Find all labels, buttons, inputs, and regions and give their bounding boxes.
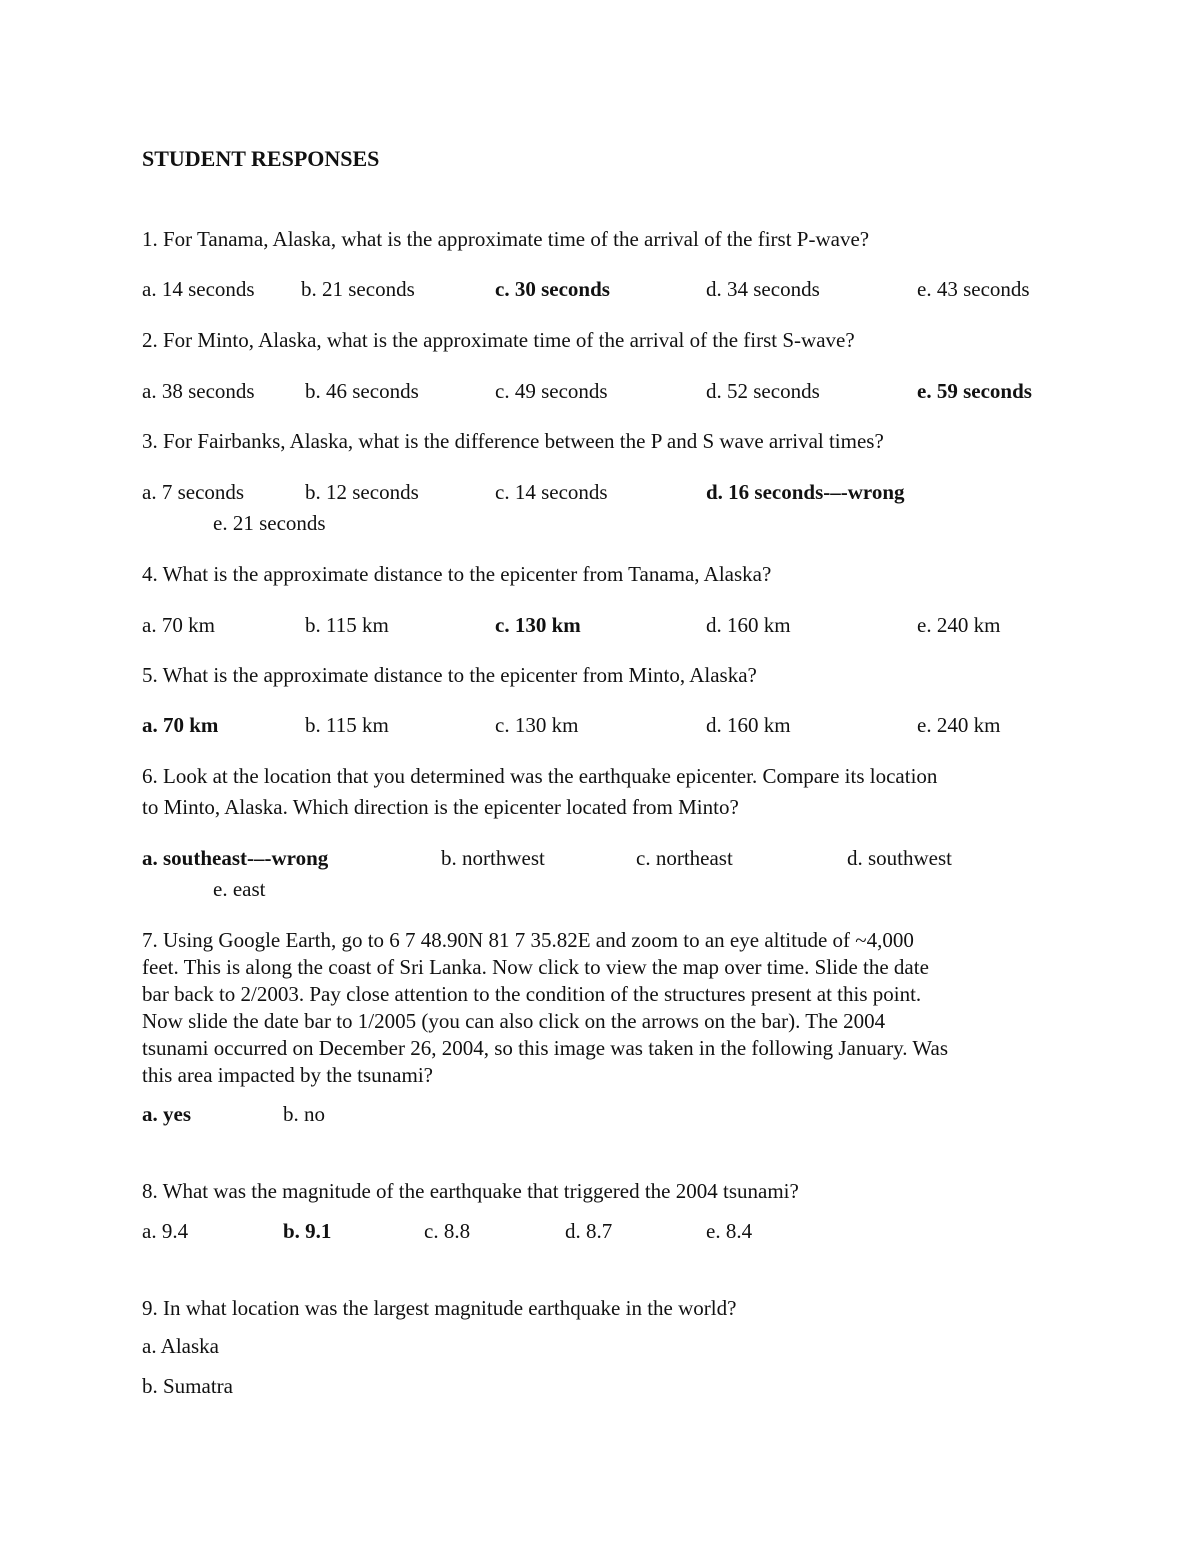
q4-option-d: d. 160 km bbox=[706, 613, 791, 637]
q6-option-e: e. east bbox=[213, 877, 266, 901]
q5-option-b: b. 115 km bbox=[305, 713, 389, 737]
q7-option-a-selected: a. yes bbox=[142, 1102, 191, 1126]
q2-option-e-selected: e. 59 seconds bbox=[917, 379, 1032, 403]
q2-option-c: c. 49 seconds bbox=[495, 379, 608, 403]
question-6-text-line-1: 6. Look at the location that you determined was the earthquake epicenter. Compare its location bbox=[142, 764, 938, 788]
q1-option-c-selected: c. 30 seconds bbox=[495, 277, 610, 301]
q5-option-a-selected: a. 70 km bbox=[142, 713, 219, 737]
q8-option-b-selected: b. 9.1 bbox=[283, 1219, 332, 1243]
q3-option-d-selected: d. 16 seconds-–-wrong bbox=[706, 480, 905, 504]
question-7-text-line-6: this area impacted by the tsunami? bbox=[142, 1063, 433, 1087]
q1-option-b: b. 21 seconds bbox=[301, 277, 415, 301]
q4-option-a: a. 70 km bbox=[142, 613, 215, 637]
question-7-text-line-3: bar back to 2/2003. Pay close attention to the condition of the structures present at this point. bbox=[142, 982, 922, 1006]
q3-option-b: b. 12 seconds bbox=[305, 480, 419, 504]
q3-option-e: e. 21 seconds bbox=[213, 511, 326, 535]
question-7-text-line-1: 7. Using Google Earth, go to 6 7 48.90N 81 7 35.82E and zoom to an eye altitude of ~4,000 bbox=[142, 928, 914, 952]
q5-option-e: e. 240 km bbox=[917, 713, 1001, 737]
question-7-text-line-5: tsunami occurred on December 26, 2004, so this image was taken in the following January. Was bbox=[142, 1036, 949, 1060]
q4-option-c-selected: c. 130 km bbox=[495, 613, 581, 637]
q7-option-b: b. no bbox=[283, 1102, 325, 1126]
q6-option-d: d. southwest bbox=[847, 846, 952, 870]
question-1-text: 1. For Tanama, Alaska, what is the approximate time of the arrival of the first P-wave? bbox=[142, 227, 870, 251]
question-3-text: 3. For Fairbanks, Alaska, what is the difference between the P and S wave arrival times? bbox=[142, 429, 884, 453]
question-8-text: 8. What was the magnitude of the earthquake that triggered the 2004 tsunami? bbox=[142, 1179, 799, 1203]
q1-option-e: e. 43 seconds bbox=[917, 277, 1030, 301]
q8-option-e: e. 8.4 bbox=[706, 1219, 753, 1243]
q8-option-c: c. 8.8 bbox=[424, 1219, 471, 1243]
page-title: STUDENT RESPONSES bbox=[142, 146, 380, 171]
q1-option-a: a. 14 seconds bbox=[142, 277, 255, 301]
q4-option-b: b. 115 km bbox=[305, 613, 389, 637]
q4-option-e: e. 240 km bbox=[917, 613, 1001, 637]
q6-option-c: c. northeast bbox=[636, 846, 733, 870]
q9-option-a: a. Alaska bbox=[142, 1334, 219, 1358]
question-5-text: 5. What is the approximate distance to the epicenter from Minto, Alaska? bbox=[142, 663, 757, 687]
question-2-text: 2. For Minto, Alaska, what is the approximate time of the arrival of the first S-wave? bbox=[142, 328, 855, 352]
q5-option-c: c. 130 km bbox=[495, 713, 579, 737]
q8-option-d: d. 8.7 bbox=[565, 1219, 613, 1243]
question-7-text-line-4: Now slide the date bar to 1/2005 (you can also click on the arrows on the bar). The 2004 bbox=[142, 1009, 886, 1033]
q3-option-c: c. 14 seconds bbox=[495, 480, 608, 504]
q2-option-d: d. 52 seconds bbox=[706, 379, 820, 403]
q2-option-b: b. 46 seconds bbox=[305, 379, 419, 403]
question-9-text: 9. In what location was the largest magnitude earthquake in the world? bbox=[142, 1296, 737, 1320]
q9-option-b: b. Sumatra bbox=[142, 1374, 233, 1398]
question-6-text-line-2: to Minto, Alaska. Which direction is the epicenter located from Minto? bbox=[142, 795, 739, 819]
question-7-text-line-2: feet. This is along the coast of Sri Lanka. Now click to view the map over time. Slide the date bbox=[142, 955, 929, 979]
q6-option-b: b. northwest bbox=[441, 846, 545, 870]
q5-option-d: d. 160 km bbox=[706, 713, 791, 737]
q8-option-a: a. 9.4 bbox=[142, 1219, 189, 1243]
q3-option-a: a. 7 seconds bbox=[142, 480, 245, 504]
q6-option-a-selected: a. southeast-–-wrong bbox=[142, 846, 329, 870]
q2-option-a: a. 38 seconds bbox=[142, 379, 255, 403]
question-4-text: 4. What is the approximate distance to the epicenter from Tanama, Alaska? bbox=[142, 562, 772, 586]
q1-option-d: d. 34 seconds bbox=[706, 277, 820, 301]
